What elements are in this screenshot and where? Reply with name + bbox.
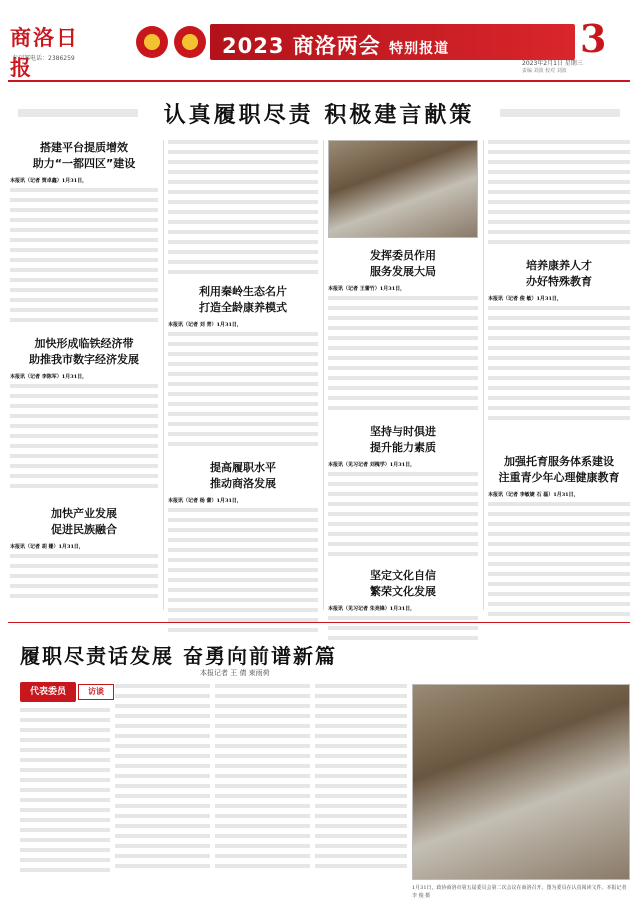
article-10-byline: 本报讯（记者 李敏婕 石 磊）1月31日， xyxy=(488,492,579,498)
body-text-line xyxy=(328,386,478,390)
body-text-line xyxy=(168,260,318,264)
body-text-line xyxy=(488,406,630,410)
bottom-headline: 履职尽责话发展 奋勇向前谱新篇 xyxy=(20,644,337,668)
body-text-line xyxy=(488,336,630,340)
body-text-line xyxy=(20,858,110,862)
article-9-heading xyxy=(488,258,630,290)
column-2 xyxy=(168,140,318,615)
body-text-line xyxy=(168,608,318,612)
article-2-heading-line1: 加快形成临铁经济带 xyxy=(34,337,134,350)
body-text-line xyxy=(20,758,110,762)
body-text-line xyxy=(328,616,478,620)
article-4-heading-line1: 利用秦岭生态名片 xyxy=(199,285,287,298)
body-text-line xyxy=(328,532,478,536)
body-text-line xyxy=(315,734,407,738)
body-text-line xyxy=(168,240,318,244)
body-text-line xyxy=(20,798,110,802)
body-text-line xyxy=(168,628,318,632)
body-text-line xyxy=(488,180,630,184)
column-tag: 代表委员 xyxy=(20,682,76,702)
article-10-heading-line1: 加强托育服务体系建设 xyxy=(504,455,614,468)
body-text-line xyxy=(10,404,158,408)
body-text-line xyxy=(10,554,158,558)
body-text-line xyxy=(488,230,630,234)
body-text-line xyxy=(488,416,630,420)
body-text-line xyxy=(20,718,110,722)
article-1-byline: 本报讯（记者 贾卓鑫）1月31日， xyxy=(10,178,88,184)
body-text-line xyxy=(315,794,407,798)
body-text-line xyxy=(115,744,210,748)
banner-title xyxy=(222,30,449,60)
body-text-line xyxy=(315,694,407,698)
article-6-body xyxy=(328,284,478,414)
article-7-heading-line1: 坚持与时俱进 xyxy=(370,425,436,438)
body-text-line xyxy=(328,482,478,486)
body-text-line xyxy=(168,558,318,562)
body-text-line xyxy=(328,296,478,300)
article-1-heading-line1: 搭建平台提质增效 xyxy=(40,141,128,154)
article-1-heading xyxy=(10,140,158,172)
body-text-line xyxy=(315,814,407,818)
body-text-line xyxy=(115,764,210,768)
body-text-line xyxy=(168,140,318,144)
body-text-line xyxy=(115,724,210,728)
body-text-line xyxy=(168,230,318,234)
body-text-line xyxy=(488,160,630,164)
body-text-line xyxy=(168,250,318,254)
body-text-line xyxy=(315,864,407,868)
body-text-line xyxy=(315,744,407,748)
article-3-heading-line2: 促进民族融合 xyxy=(51,523,117,536)
bottom-column-4 xyxy=(315,684,407,876)
article-6-continued xyxy=(488,140,630,250)
body-text-line xyxy=(488,612,630,616)
body-text-line xyxy=(115,694,210,698)
body-text-line xyxy=(488,552,630,556)
body-text-line xyxy=(488,562,630,566)
article-6-byline: 本报讯（记者 王蕾竹）1月31日， xyxy=(328,286,406,292)
body-text-line xyxy=(10,288,158,292)
body-text-line xyxy=(488,376,630,380)
body-text-line xyxy=(10,574,158,578)
body-text-line xyxy=(168,442,318,446)
body-text-line xyxy=(328,356,478,360)
article-2-heading-line2: 助推我市数字经济发展 xyxy=(29,353,139,366)
body-text-line xyxy=(10,268,158,272)
article-7-heading-line2: 提升能力素质 xyxy=(370,441,436,454)
body-text-line xyxy=(168,402,318,406)
article-7-heading xyxy=(328,424,478,456)
body-text-line xyxy=(10,228,158,232)
body-text-line xyxy=(168,190,318,194)
body-text-line xyxy=(168,382,318,386)
body-text-line xyxy=(215,724,310,728)
body-text-line xyxy=(168,568,318,572)
article-5-heading xyxy=(168,460,318,492)
body-text-line xyxy=(488,572,630,576)
section-divider xyxy=(8,622,630,623)
body-text-line xyxy=(115,784,210,788)
body-text-line xyxy=(488,386,630,390)
article-8-byline: 本报讯（见习记者 朱亮锋）1月31日， xyxy=(328,606,416,612)
body-text-line xyxy=(10,594,158,598)
article-1-continued xyxy=(168,140,318,280)
body-text-line xyxy=(488,396,630,400)
body-text-line xyxy=(20,728,110,732)
article-3-body xyxy=(10,542,158,602)
column-4 xyxy=(488,140,630,615)
body-text-line xyxy=(115,704,210,708)
article-7-byline: 本报讯（见习记者 刘槐学）1月31日， xyxy=(328,462,416,468)
body-text-line xyxy=(328,306,478,310)
body-text-line xyxy=(315,824,407,828)
body-text-line xyxy=(328,492,478,496)
body-text-line xyxy=(168,518,318,522)
editor-credit: 责编 刘波 校对 刘波 xyxy=(522,68,567,74)
article-8-heading-line1: 坚定文化自信 xyxy=(370,569,436,582)
column-divider xyxy=(323,140,324,610)
main-headline-block xyxy=(8,92,630,134)
body-text-line xyxy=(10,258,158,262)
body-text-line xyxy=(488,140,630,144)
body-text-line xyxy=(20,738,110,742)
body-text-line xyxy=(488,346,630,350)
body-text-line xyxy=(328,502,478,506)
article-10-heading-line2: 注重青少年心理健康教育 xyxy=(498,471,620,484)
body-text-line xyxy=(168,588,318,592)
body-text-line xyxy=(488,240,630,244)
body-text-line xyxy=(115,794,210,798)
body-text-line xyxy=(115,754,210,758)
body-text-line xyxy=(20,838,110,842)
article-3-heading xyxy=(10,506,158,538)
body-text-line xyxy=(168,578,318,582)
body-text-line xyxy=(168,362,318,366)
body-text-line xyxy=(215,684,310,688)
article-1-heading-line2: 助力“一都四区”建设 xyxy=(32,157,136,170)
bottom-column-1 xyxy=(20,708,110,876)
body-text-line xyxy=(488,522,630,526)
body-text-line xyxy=(215,714,310,718)
body-text-line xyxy=(168,342,318,346)
column-3 xyxy=(328,140,478,615)
body-text-line xyxy=(315,764,407,768)
newspaper-logo: 商洛日报 xyxy=(10,26,79,80)
body-text-line xyxy=(315,754,407,758)
body-text-line xyxy=(168,170,318,174)
body-text-line xyxy=(328,366,478,370)
body-text-line xyxy=(315,804,407,808)
body-text-line xyxy=(10,474,158,478)
body-text-line xyxy=(115,834,210,838)
body-text-line xyxy=(10,444,158,448)
body-text-line xyxy=(215,754,310,758)
body-text-line xyxy=(215,824,310,828)
body-text-line xyxy=(488,512,630,516)
article-4-byline: 本报讯（记者 刘 青）1月31日， xyxy=(168,322,242,328)
body-text-line xyxy=(115,844,210,848)
body-text-line xyxy=(10,464,158,468)
body-text-line xyxy=(315,724,407,728)
bottom-column-2 xyxy=(115,684,210,876)
bottom-column-3 xyxy=(215,684,310,876)
body-text-line xyxy=(328,472,478,476)
body-text-line xyxy=(315,834,407,838)
body-text-line xyxy=(168,538,318,542)
article-10-body xyxy=(488,490,630,620)
body-text-line xyxy=(10,454,158,458)
body-text-line xyxy=(10,238,158,242)
body-text-line xyxy=(168,412,318,416)
banner-text: 商洛两会 xyxy=(292,34,381,58)
body-text-line xyxy=(10,384,158,388)
body-text-line xyxy=(488,190,630,194)
body-text-line xyxy=(488,326,630,330)
body-text-line xyxy=(20,818,110,822)
body-text-line xyxy=(215,854,310,858)
body-text-line xyxy=(168,432,318,436)
body-text-line xyxy=(115,734,210,738)
body-text-line xyxy=(328,336,478,340)
body-text-line xyxy=(10,218,158,222)
page-header xyxy=(0,0,638,80)
body-text-line xyxy=(328,316,478,320)
body-text-line xyxy=(315,704,407,708)
article-8-body xyxy=(328,604,478,644)
newspaper-phone: 专刊部电话：2386259 xyxy=(12,55,75,62)
body-text-line xyxy=(328,542,478,546)
article-5-byline: 本报讯（记者 杨 蕾）1月31日， xyxy=(168,498,242,504)
article-6-heading-line2: 服务发展大局 xyxy=(370,265,436,278)
body-text-line xyxy=(10,278,158,282)
body-text-line xyxy=(168,392,318,396)
body-text-line xyxy=(315,774,407,778)
body-text-line xyxy=(215,744,310,748)
body-text-line xyxy=(168,332,318,336)
body-text-line xyxy=(215,814,310,818)
body-text-line xyxy=(10,318,158,322)
body-text-line xyxy=(115,714,210,718)
body-text-line xyxy=(488,356,630,360)
body-text-line xyxy=(215,844,310,848)
body-text-line xyxy=(168,422,318,426)
body-text-line xyxy=(20,768,110,772)
article-9-body xyxy=(488,294,630,424)
body-text-line xyxy=(20,748,110,752)
article-4-heading-line2: 打造全龄康养模式 xyxy=(199,301,287,314)
column-1 xyxy=(10,140,158,615)
body-text-line xyxy=(215,734,310,738)
cppcc-emblem-icon xyxy=(174,26,206,58)
body-text-line xyxy=(115,824,210,828)
body-text-line xyxy=(168,508,318,512)
article-2-heading xyxy=(10,336,158,368)
body-text-line xyxy=(115,684,210,688)
article-2-byline: 本报讯（记者 李陈军）1月31日， xyxy=(10,374,88,380)
body-text-line xyxy=(488,602,630,606)
body-text-line xyxy=(168,200,318,204)
body-text-line xyxy=(215,784,310,788)
article-5-body xyxy=(168,496,318,636)
body-text-line xyxy=(10,298,158,302)
body-text-line xyxy=(215,704,310,708)
article-6-heading xyxy=(328,248,478,280)
column-divider xyxy=(483,140,484,610)
body-text-line xyxy=(168,548,318,552)
body-text-line xyxy=(10,188,158,192)
body-text-line xyxy=(215,694,310,698)
article-10-heading xyxy=(488,454,630,486)
body-text-line xyxy=(10,414,158,418)
body-text-line xyxy=(168,150,318,154)
body-text-line xyxy=(315,714,407,718)
body-text-line xyxy=(488,366,630,370)
body-text-line xyxy=(488,502,630,506)
body-text-line xyxy=(168,352,318,356)
bottom-byline: 本报记者 王 倩 束雨荷 xyxy=(200,669,270,677)
body-text-line xyxy=(488,170,630,174)
body-text-line xyxy=(10,208,158,212)
body-text-line xyxy=(10,434,158,438)
body-text-line xyxy=(488,542,630,546)
body-text-line xyxy=(328,326,478,330)
body-text-line xyxy=(10,394,158,398)
body-text-line xyxy=(115,854,210,858)
article-2-body xyxy=(10,372,158,492)
article-9-heading-line2: 办好特殊教育 xyxy=(526,275,592,288)
article-1-body xyxy=(10,176,158,326)
bottom-photo xyxy=(412,684,630,880)
body-text-line xyxy=(488,306,630,310)
body-text-line xyxy=(168,210,318,214)
body-text-line xyxy=(215,774,310,778)
body-text-line xyxy=(328,406,478,410)
body-text-line xyxy=(10,198,158,202)
body-text-line xyxy=(20,778,110,782)
body-text-line xyxy=(328,522,478,526)
body-text-line xyxy=(168,160,318,164)
column-tag-secondary: 访谈 xyxy=(78,684,114,700)
article-5-heading-line1: 提高履职水平 xyxy=(210,461,276,474)
main-headline: 认真履职尽责 积极建言献策 xyxy=(163,103,475,128)
body-text-line xyxy=(315,784,407,788)
article-8-heading-line2: 繁荣文化发展 xyxy=(370,585,436,598)
body-text-line xyxy=(215,804,310,808)
body-text-line xyxy=(315,844,407,848)
body-text-line xyxy=(10,564,158,568)
article-9-heading-line1: 培养康养人才 xyxy=(526,259,592,272)
body-text-line xyxy=(115,804,210,808)
body-text-line xyxy=(315,684,407,688)
body-text-line xyxy=(20,828,110,832)
body-text-line xyxy=(10,248,158,252)
body-text-line xyxy=(488,582,630,586)
body-text-line xyxy=(20,708,110,712)
body-text-line xyxy=(115,814,210,818)
article-6-heading-line1: 发挥委员作用 xyxy=(370,249,436,262)
body-text-line xyxy=(328,346,478,350)
body-text-line xyxy=(215,834,310,838)
column-divider xyxy=(163,140,164,610)
issue-date: 2023年2月1日 星期三 xyxy=(522,60,583,67)
body-text-line xyxy=(488,316,630,320)
banner-year: 2023 xyxy=(222,34,285,58)
body-text-line xyxy=(10,584,158,588)
body-text-line xyxy=(168,270,318,274)
body-text-line xyxy=(20,808,110,812)
article-5-heading-line2: 推动商洛发展 xyxy=(210,477,276,490)
body-text-line xyxy=(168,528,318,532)
body-text-line xyxy=(168,372,318,376)
body-text-line xyxy=(168,180,318,184)
body-text-line xyxy=(328,552,478,556)
article-4-body xyxy=(168,320,318,450)
article-photo xyxy=(328,140,478,238)
body-text-line xyxy=(328,376,478,380)
body-text-line xyxy=(488,532,630,536)
article-9-byline: 本报讯（记者 俊 敏）1月31日， xyxy=(488,296,562,302)
body-text-line xyxy=(20,868,110,872)
body-text-line xyxy=(328,396,478,400)
body-text-line xyxy=(315,854,407,858)
body-text-line xyxy=(115,774,210,778)
article-4-heading xyxy=(168,284,318,316)
article-7-body xyxy=(328,460,478,560)
header-divider xyxy=(8,80,630,82)
body-text-line xyxy=(10,308,158,312)
body-text-line xyxy=(488,150,630,154)
national-emblem-icon xyxy=(136,26,168,58)
body-text-line xyxy=(488,210,630,214)
body-text-line xyxy=(168,220,318,224)
article-3-heading-line1: 加快产业发展 xyxy=(51,507,117,520)
body-text-line xyxy=(215,864,310,868)
article-3-byline: 本报讯（记者 胡 姗）1月31日， xyxy=(10,544,84,550)
article-8-heading xyxy=(328,568,478,600)
body-text-line xyxy=(215,794,310,798)
body-text-line xyxy=(10,424,158,428)
body-text-line xyxy=(328,512,478,516)
body-text-line xyxy=(488,200,630,204)
body-text-line xyxy=(488,220,630,224)
body-text-line xyxy=(488,592,630,596)
body-text-line xyxy=(20,788,110,792)
body-text-line xyxy=(20,848,110,852)
page-number: 3 xyxy=(580,16,607,61)
body-text-line xyxy=(328,626,478,630)
banner-special: 特别报道 xyxy=(389,41,450,57)
body-text-line xyxy=(168,598,318,602)
body-text-line xyxy=(215,764,310,768)
body-text-line xyxy=(115,864,210,868)
body-text-line xyxy=(10,484,158,488)
bottom-photo-caption: 1月31日，政协商洛市第五届委员会第二次会议在商洛召开。图为委员在认真阅读文件。本报记者 李 俊 摄 xyxy=(412,885,627,899)
